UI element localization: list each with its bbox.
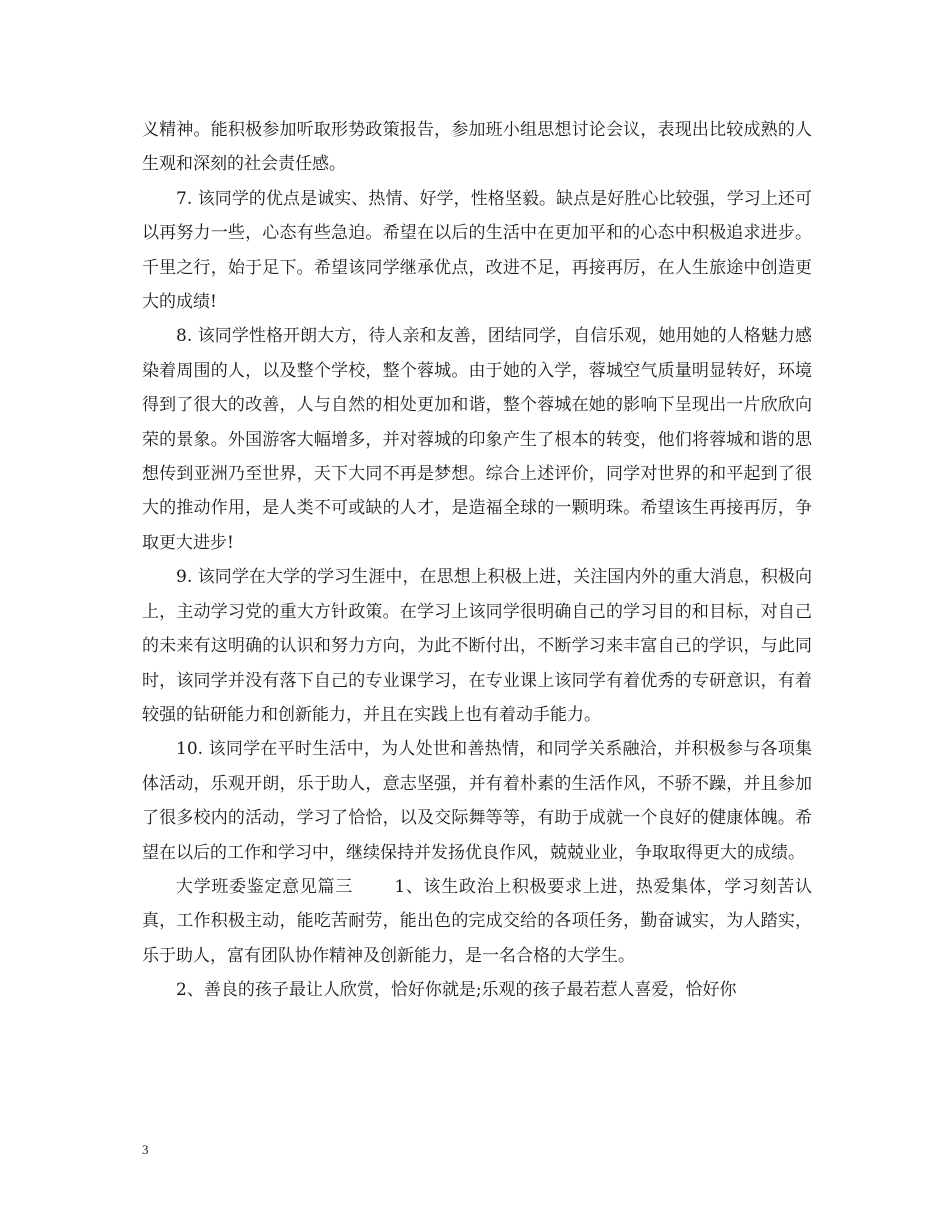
paragraph-continuation: 义精神。能积极参加听取形势政策报告，参加班小组思想讨论会议，表现出比较成熟的人生观和深刻的社会责任感。 <box>142 120 812 175</box>
document-body <box>142 113 812 1008</box>
paragraph-item-7: 7. 该同学的优点是诚实、热情、好学，性格坚毅。缺点是好胜心比较强，学习上还可以再努力一些，心态有些急迫。希望在以后的生活中在更加平和的心态中积极追求进步。千里之行，始于足下。希望该同学继承优点，改进不足，再接再厉，在人生旅途中创造更大的成绩! <box>142 188 812 313</box>
paragraph-item-9: 9. 该同学在大学的学习生涯中，在思想上积极上进，关注国内外的重大消息，积极向上，主动学习党的重大方针政策。在学习上该同学很明确自己的学习目的和目标，对自己的未来有这明确的认识和努力方向，为此不断付出，不断学习来丰富自己的学识，与此同时，该同学并没有落下自己的专业课学习，在专业课上该同学有着优秀的专研意识，有着较强的钻研能力和创新能力，并且在实践上也有着动手能力。 <box>142 567 812 725</box>
paragraph-item-10: 10. 该同学在平时生活中，为人处世和善热情，和同学关系融洽，并积极参与各项集体活动，乐观开朗，乐于助人，意志坚强，并有着朴素的生活作风，不骄不躁，并且参加了很多校内的活动，学习了恰恰，以及交际舞等等，有助于成就一个良好的健康体魄。希望在以后的工作和学习中，继续保持并发扬优良作风，兢兢业业，争取取得更大的成绩。 <box>142 739 812 863</box>
paragraph-item-2: 2、善良的孩子最让人欣赏，恰好你就是;乐观的孩子最若惹人喜爱，恰好你 <box>176 980 737 1001</box>
paragraph-section-three: 大学班委鉴定意见篇三 1、该生政治上积极要求上进，热爱集体，学习刻苦认真，工作积极主动，能吃苦耐劳，能出色的完成交给的各项任务，勤奋诚实，为人踏实，乐于助人，富有团队协作精神及创新能力，是一名合格的大学生。 <box>142 876 812 966</box>
page-number: 3 <box>142 1142 149 1157</box>
paragraph-item-8: 8. 该同学性格开朗大方，待人亲和友善，团结同学，自信乐观，她用她的人格魅力感染着周围的人，以及整个学校，整个蓉城。由于她的入学，蓉城空气质量明显转好，环境得到了很大的改善，人与自然的相处更加和谐，整个蓉城在她的影响下呈现出一片欣欣向荣的景象。外国游客大幅增多，并对蓉城的印象产生了根本的转变，他们将蓉城和谐的思想传到亚洲乃至世界，天下大同不再是梦想。综合上述评价，同学对世界的和平起到了很大的推动作用，是人类不可或缺的人才，是造福全球的一颗明珠。希望该生再接再厉，争取更大进步! <box>142 326 812 553</box>
